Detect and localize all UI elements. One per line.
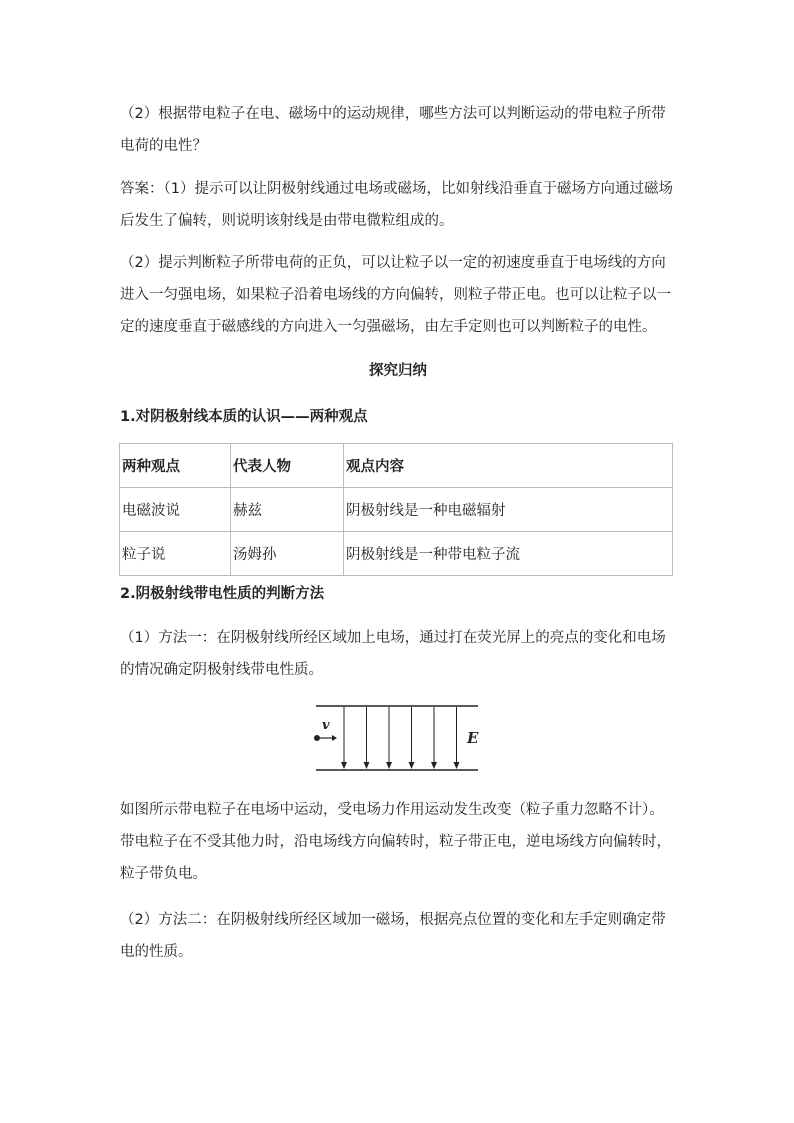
particle-dot: [314, 735, 320, 741]
table-cell: 阴极射线是一种电磁辐射: [344, 488, 673, 532]
table-header-row: [120, 444, 673, 488]
table-cell: 汤姆孙: [231, 532, 344, 576]
table-header-cell: 代表人物: [231, 444, 344, 488]
field-lines: [341, 707, 460, 769]
table-cell: 电磁波说: [120, 488, 231, 532]
field-arrowhead: [341, 762, 347, 769]
field-arrowhead: [364, 762, 370, 769]
explanation-text: 如图所示带电粒子在电场中运动，受电场力作用运动发生改变（粒子重力忽略不计）。带电粒子在不受其他力时，沿电场线方向偏转时，粒子带正电，逆电场线方向偏转时，粒子带负电。: [120, 802, 671, 882]
table-cell: 阴极射线是一种带电粒子流: [344, 532, 673, 576]
viewpoints-table: [119, 443, 673, 576]
table-row: [120, 488, 673, 532]
heading-nature-of-cathode-rays: 1.对阴极射线本质的认识——两种观点: [120, 409, 368, 425]
answer-part-2: （2）提示判断粒子所带电荷的正负，可以让粒子以一定的初速度垂直于电场线的方向进入一匀强电场，如果粒子沿着电场线的方向偏转，则粒子带正电。也可以让粒子以一定的速度垂直于磁感线的方向进入一匀强磁场，由左手定则也可以判断粒子的电性。: [120, 255, 671, 335]
field-arrowhead: [431, 762, 437, 769]
question-2: （2）根据带电粒子在电、磁场中的运动规律，哪些方法可以判断运动的带电粒子所带电荷的电性？: [120, 106, 666, 154]
answer-part-1: 答案：（1）提示可以让阴极射线通过电场或磁场，比如射线沿垂直于磁场方向通过磁场后发生了偏转，则说明该射线是由带电微粒组成的。: [120, 181, 673, 229]
table-header-cell: 观点内容: [344, 444, 673, 488]
field-arrowhead: [409, 762, 415, 769]
field-arrowhead: [386, 762, 392, 769]
table-cell: 粒子说: [120, 532, 231, 576]
electric-field-diagram: [312, 704, 482, 776]
field-arrowhead: [454, 762, 460, 769]
velocity-label: v: [322, 718, 330, 733]
section-title: 探究归纳: [369, 363, 427, 379]
field-label: E: [467, 729, 479, 747]
table-cell: 赫兹: [231, 488, 344, 532]
method-2-text: （2）方法二：在阴极射线所经区域加一磁场，根据亮点位置的变化和左手定则确定带电的性质。: [120, 912, 666, 960]
table-row: [120, 532, 673, 576]
heading-charge-methods: 2.阴极射线带电性质的判断方法: [120, 586, 325, 602]
table-header-cell: 两种观点: [120, 444, 231, 488]
velocity-arrowhead: [332, 735, 337, 741]
method-1-text: （1）方法一：在阴极射线所经区域加上电场，通过打在荧光屏上的亮点的变化和电场的情况确定阴极射线带电性质。: [120, 630, 666, 678]
